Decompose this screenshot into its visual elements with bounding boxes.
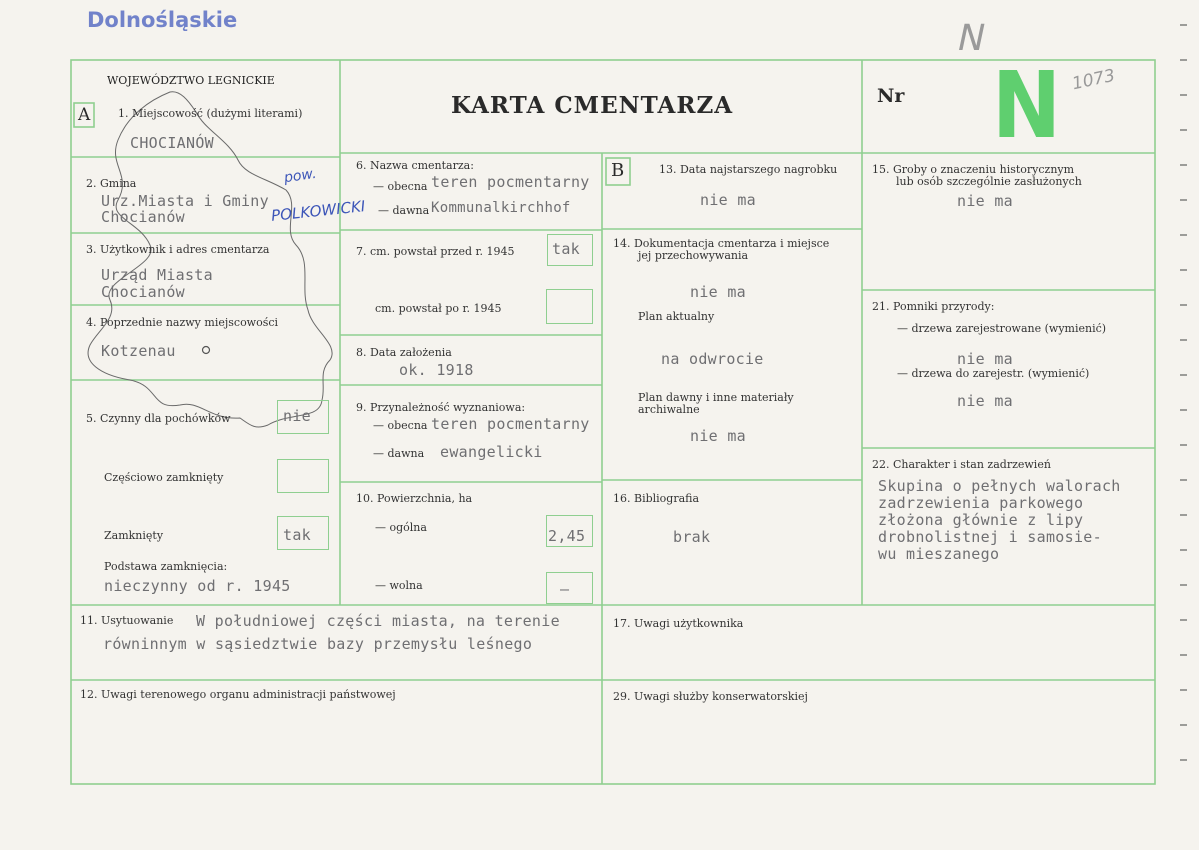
field-6-former-label: — dawna (378, 204, 430, 217)
closure-basis-label: Podstawa zamknięcia: (104, 560, 228, 573)
field-12-label: 12. Uwagi terenowego organu administracji państwowej (80, 688, 396, 701)
field-22-line-5: wu mieszanego (878, 545, 1000, 563)
field-1-label: 1. Miejscowość (dużymi literami) (118, 107, 303, 120)
field-1-value: CHOCIANÓW (130, 134, 214, 152)
field-3-value-1: Urząd Miasta (101, 266, 213, 284)
field-17-label: 17. Uwagi użytkownika (613, 617, 744, 630)
field-9-current-label: — obecna (373, 419, 428, 432)
trees-registered-value: nie ma (957, 350, 1013, 368)
partly-closed-label: Częściowo zamknięty (104, 471, 224, 484)
field-10-free-value: – (560, 580, 570, 598)
field-11-value-1: W południowej części miasta, na terenie (196, 612, 560, 630)
field-7-after-box (546, 289, 593, 324)
field-11-value-2: równinnym w sąsiedztwie bazy przemysłu leśnego (103, 635, 533, 653)
field-15-value: nie ma (957, 192, 1013, 210)
field-7-value: tak (552, 240, 580, 258)
field-7-label: 7. cm. powstał przed r. 1945 (356, 245, 515, 258)
field-6-former-value: Kommunalkirchhof (431, 200, 571, 216)
field-9-former-value: ewangelicki (440, 443, 543, 461)
county-note-name: POLKOWICKI (270, 197, 367, 225)
field-2-label: 2. Gmina (86, 177, 137, 190)
field-3-label: 3. Użytkownik i adres cmentarza (86, 243, 270, 256)
field-6-label: 6. Nazwa cmentarza: (356, 159, 474, 172)
plan-old-label-2: archiwalne (638, 403, 700, 416)
field-5-label: 5. Czynny dla pochówków (86, 412, 231, 425)
section-a-marker: A (78, 105, 91, 125)
field-10-free-box (546, 572, 593, 604)
field-9-current-value: teren pocmentarny (431, 415, 590, 433)
field-22-line-1: Skupina o pełnych walorach (878, 477, 1121, 495)
closure-basis-value: nieczynny od r. 1945 (104, 577, 291, 595)
field-13-value: nie ma (700, 191, 756, 209)
field-22-label: 22. Charakter i stan zadrzewień (872, 458, 1051, 471)
nr-letter-marker: N (991, 52, 1062, 159)
field-29-label: 29. Uwagi służby konserwatorskiej (613, 690, 808, 703)
field-8-label: 8. Data założenia (356, 346, 452, 359)
field-16-label: 16. Bibliografia (613, 492, 700, 505)
field-16-value: brak (673, 528, 711, 546)
field-10-total-value: 2,45 (548, 527, 586, 545)
field-10-total-label: — ogólna (375, 521, 427, 534)
field-10-label: 10. Powierzchnia, ha (356, 492, 473, 505)
plan-current-label: Plan aktualny (638, 310, 715, 323)
field-4-label: 4. Poprzednie nazwy miejscowości (86, 316, 279, 329)
trees-to-register-value: nie ma (957, 392, 1013, 410)
section-b-marker: B (611, 160, 625, 181)
field-9-former-label: — dawna (373, 447, 425, 460)
field-14-label-1: 14. Dokumentacja cmentarza i miejsce (613, 237, 830, 250)
partly-closed-box (277, 459, 329, 493)
corner-mark: N (953, 18, 990, 59)
plan-old-value: nie ma (690, 427, 746, 445)
nr-label: Nr (877, 85, 905, 107)
field-5-value: nie (283, 407, 311, 425)
plan-current-value: na odwrocie (661, 350, 764, 368)
field-22-line-2: zadrzewienia parkowego (878, 494, 1084, 512)
field-14-value: nie ma (690, 283, 746, 301)
plan-old-label-1: Plan dawny i inne materiały (638, 391, 794, 404)
field-10-free-label: — wolna (375, 579, 423, 592)
region-stamp: Dolnośląskie (87, 8, 238, 32)
field-7-after-label: cm. powstał po r. 1945 (375, 302, 502, 315)
card-title: KARTA CMENTARZA (451, 92, 734, 119)
trees-to-register-label: — drzewa do zarejestr. (wymienić) (897, 367, 1090, 380)
field-8-value: ok. 1918 (399, 361, 474, 379)
closed-value: tak (283, 526, 311, 544)
field-2-value-1: Urz.Miasta i Gminy (101, 192, 269, 210)
field-15-label-1: 15. Groby o znaczeniu historycznym (872, 163, 1075, 176)
voivodeship-label: WOJEWÓDZTWO LEGNICKIE (107, 74, 275, 87)
field-13-label: 13. Data najstarszego nagrobku (659, 163, 838, 176)
field-6-current-label: — obecna (373, 180, 428, 193)
field-22-line-3: złożona głównie z lipy (878, 511, 1084, 529)
field-14-label-2: jej przechowywania (638, 249, 749, 262)
field-21-label: 21. Pomniki przyrody: (872, 300, 995, 313)
trees-registered-label: — drzewa zarejestrowane (wymienić) (897, 322, 1107, 335)
field-3-value-2: Chocianów (101, 283, 185, 301)
field-9-label: 9. Przynależność wyznaniowa: (356, 401, 526, 414)
field-11-label: 11. Usytuowanie (80, 614, 174, 627)
closed-label: Zamknięty (104, 529, 164, 542)
county-note-pow: pow. (283, 165, 318, 187)
field-15-label-2: lub osób szczególnie zasłużonych (896, 175, 1082, 188)
nr-number: 1073 (1070, 65, 1117, 95)
field-4-value: Kotzenau (101, 342, 176, 360)
field-2-value-2: Chocianów (101, 208, 185, 226)
field-22-line-4: drobnolistnej i samosie- (878, 528, 1102, 546)
field-6-current-value: teren pocmentarny (431, 173, 590, 191)
